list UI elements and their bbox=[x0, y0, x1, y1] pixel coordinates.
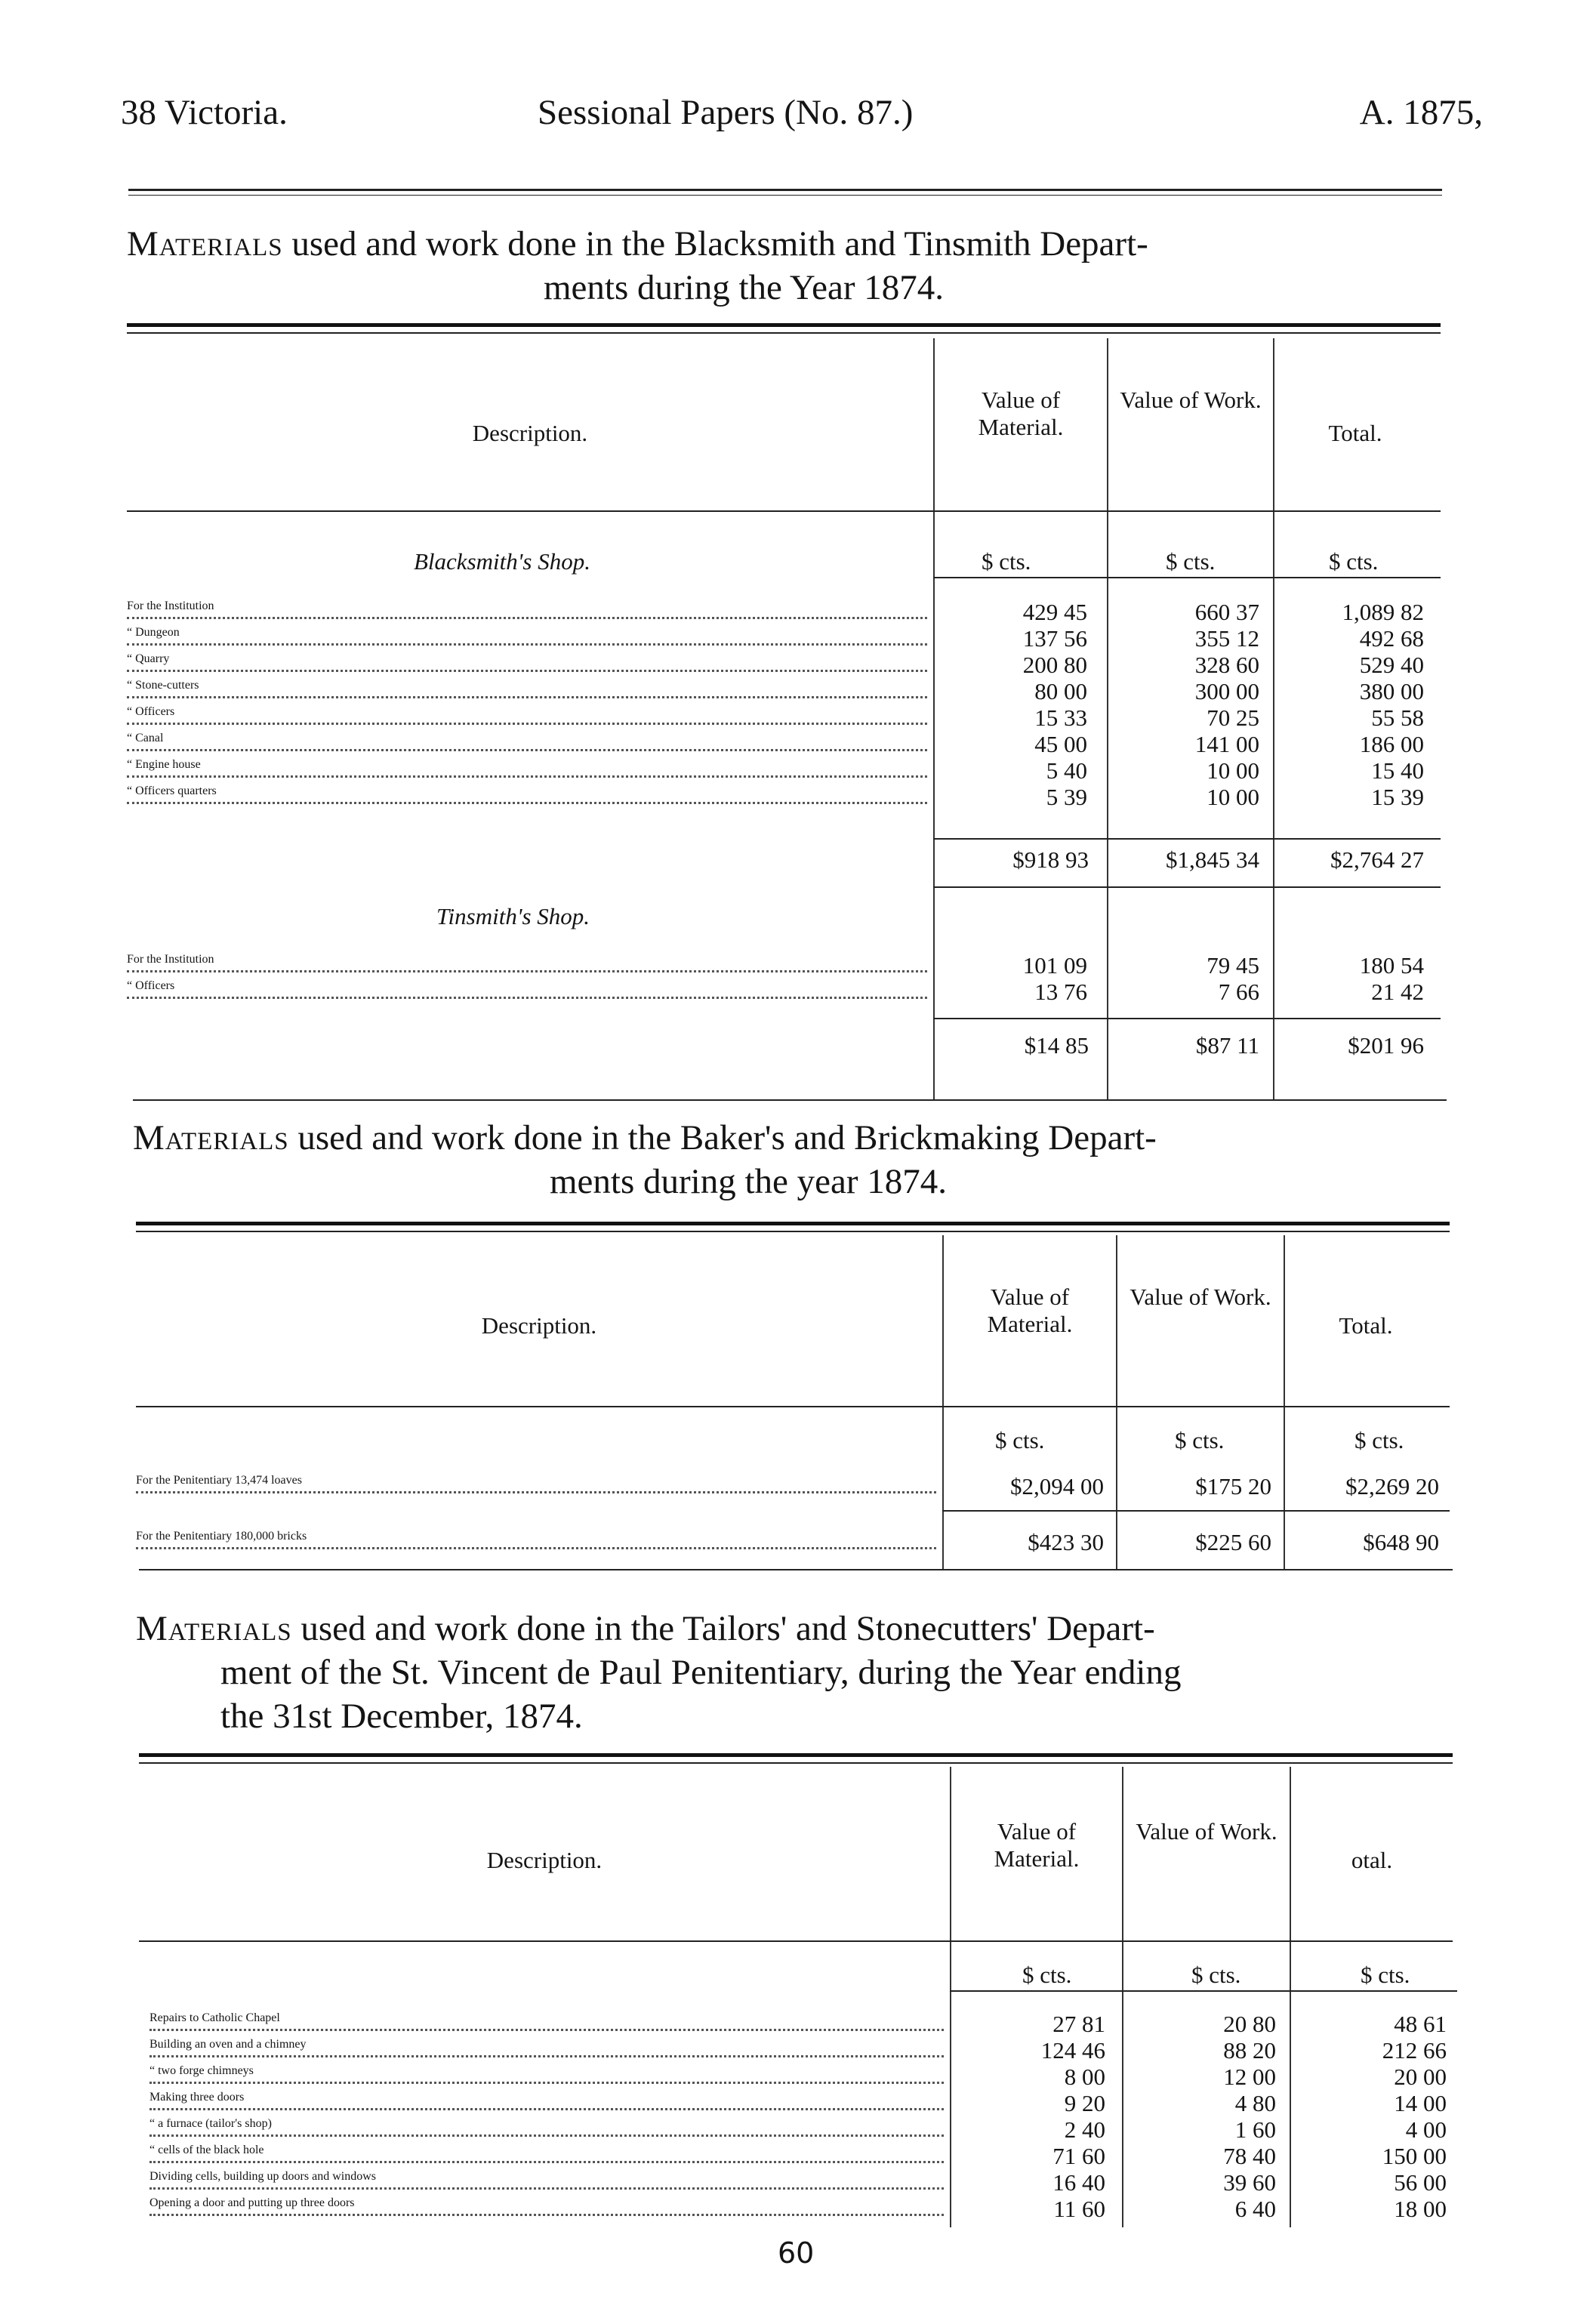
section2-top-rule-thin bbox=[136, 1231, 1450, 1232]
row-total-value: 21 42 bbox=[1371, 979, 1424, 1005]
table-row-description bbox=[127, 626, 927, 652]
table-row-description bbox=[127, 953, 927, 979]
leader-dots bbox=[127, 643, 927, 646]
section1-header-description: Description. bbox=[472, 420, 588, 446]
table-row-description bbox=[149, 2038, 944, 2064]
section1-header-total: Total. bbox=[1328, 420, 1382, 446]
section3-header-description: Description. bbox=[486, 1847, 603, 1873]
row-material-value: 8 00 bbox=[1064, 2064, 1105, 2090]
leader-dots bbox=[149, 2108, 944, 2110]
section2-header-work: Value of Work. bbox=[1130, 1284, 1271, 1310]
row-material-value: 200 80 bbox=[1022, 652, 1087, 678]
row-work-value: 328 60 bbox=[1194, 652, 1259, 678]
section2-col-divider bbox=[1284, 1235, 1285, 1569]
tinsmith-total-work: $87 11 bbox=[1195, 1032, 1259, 1059]
row-total-value: 18 00 bbox=[1394, 2196, 1447, 2222]
row-work-value: $225 60 bbox=[1195, 1529, 1271, 1555]
table-row-description bbox=[127, 784, 927, 810]
row-material-value: 137 56 bbox=[1022, 625, 1087, 652]
leader-dots bbox=[149, 2134, 944, 2137]
row-work-value: 4 80 bbox=[1234, 2090, 1276, 2116]
section1-header-material: Value of Material. bbox=[978, 387, 1064, 440]
table-row-description bbox=[149, 2196, 944, 2222]
row-label: “ a furnace (tailor's shop) bbox=[149, 2117, 276, 2130]
tinsmith-total-material: $14 85 bbox=[1024, 1032, 1089, 1059]
section1-header-rule bbox=[127, 510, 1441, 512]
row-label: “ Officers bbox=[127, 705, 179, 718]
section1-caption-lead: Materials bbox=[127, 224, 283, 264]
leader-dots bbox=[149, 2029, 944, 2031]
section1-caption-line2: ments during the Year 1874. bbox=[544, 268, 945, 307]
units-material: $ cts. bbox=[1022, 1962, 1072, 1988]
row-total-value: 56 00 bbox=[1394, 2169, 1447, 2196]
section3-caption-line2: ment of the St. Vincent de Paul Penitentiary, during the Year ending bbox=[220, 1653, 1182, 1692]
row-total-value: 180 54 bbox=[1359, 952, 1424, 979]
table-row-description bbox=[127, 705, 927, 731]
blacksmith-total-total: $2,764 27 bbox=[1330, 846, 1424, 873]
section2-header-total: Total. bbox=[1339, 1312, 1393, 1339]
row-total-value: 492 68 bbox=[1359, 625, 1424, 652]
units-work: $ cts. bbox=[1191, 1962, 1241, 1988]
section1-top-rule bbox=[127, 323, 1441, 327]
units-total: $ cts. bbox=[1329, 548, 1379, 575]
table-row-description bbox=[149, 2117, 944, 2143]
tinsmith-subtotal-rule bbox=[933, 1018, 1441, 1019]
row-work-value: 39 60 bbox=[1223, 2169, 1276, 2196]
row-total-value: 20 00 bbox=[1394, 2064, 1447, 2090]
row-material-value: 5 39 bbox=[1046, 784, 1087, 810]
row-total-value: 150 00 bbox=[1382, 2143, 1447, 2169]
row-material-value: $423 30 bbox=[1028, 1529, 1104, 1555]
leader-dots bbox=[127, 970, 927, 972]
tinsmith-total-total: $201 96 bbox=[1348, 1032, 1424, 1059]
row-work-value: 7 66 bbox=[1218, 979, 1259, 1005]
leader-dots bbox=[136, 1491, 936, 1493]
row-label: Building an oven and a chimney bbox=[149, 2038, 311, 2051]
row-label: “ Officers quarters bbox=[127, 784, 221, 797]
table-row-description bbox=[149, 2170, 944, 2196]
row-material-value: 13 76 bbox=[1034, 979, 1087, 1005]
section3-top-rule bbox=[139, 1753, 1453, 1757]
section3-header-total: otal. bbox=[1351, 1847, 1393, 1873]
row-label: For the Institution bbox=[127, 599, 219, 612]
header-session: 38 Victoria. bbox=[121, 93, 288, 132]
units-work: $ cts. bbox=[1166, 548, 1216, 575]
row-work-value: 660 37 bbox=[1194, 599, 1259, 625]
row-total-value: 529 40 bbox=[1359, 652, 1424, 678]
row-material-value: 27 81 bbox=[1052, 2011, 1105, 2037]
leader-dots bbox=[149, 2082, 944, 2084]
section1-bottom-rule bbox=[133, 1099, 1447, 1101]
row-material-value: 124 46 bbox=[1040, 2037, 1105, 2064]
row-total-value: 55 58 bbox=[1371, 704, 1424, 731]
row-total-value: $2,269 20 bbox=[1345, 1473, 1439, 1500]
blacksmith-subtotal-rule bbox=[933, 838, 1441, 840]
leader-dots bbox=[127, 670, 927, 672]
table-row-description bbox=[127, 758, 927, 784]
row-label: “ Stone-cutters bbox=[127, 679, 204, 692]
table-row-description bbox=[127, 732, 927, 757]
row-label: “ Engine house bbox=[127, 758, 205, 771]
section3-caption-line3: the 31st December, 1874. bbox=[220, 1697, 583, 1736]
row-work-value: 12 00 bbox=[1223, 2064, 1276, 2090]
row-work-value: 10 00 bbox=[1207, 757, 1259, 784]
section1-caption-line1: used and work done in the Blacksmith and Tinsmith Depart- bbox=[282, 224, 1148, 264]
row-work-value: 355 12 bbox=[1194, 625, 1259, 652]
blacksmith-total-rule bbox=[933, 886, 1441, 888]
header-year: A. 1875, bbox=[1359, 93, 1483, 132]
row-work-value: 10 00 bbox=[1207, 784, 1259, 810]
row-label: For the Penitentiary 180,000 bricks bbox=[136, 1530, 311, 1543]
row-material-value: 45 00 bbox=[1034, 731, 1087, 757]
table-row-description bbox=[149, 2064, 944, 2090]
table-row-description bbox=[149, 2011, 944, 2037]
section3-header-material: Value of Material. bbox=[994, 1818, 1080, 1872]
leader-dots bbox=[127, 802, 927, 804]
units-work: $ cts. bbox=[1175, 1427, 1225, 1453]
row-label: “ cells of the black hole bbox=[149, 2144, 269, 2156]
section2-caption-line2: ments during the year 1874. bbox=[550, 1162, 948, 1201]
header-rule bbox=[128, 189, 1442, 191]
section3-col-divider bbox=[1122, 1767, 1123, 2227]
row-label: Dividing cells, building up doors and windows bbox=[149, 2170, 381, 2183]
row-material-value: 5 40 bbox=[1046, 757, 1087, 784]
leader-dots bbox=[149, 2187, 944, 2190]
section2-header-rule bbox=[136, 1406, 1450, 1407]
row-work-value: 70 25 bbox=[1207, 704, 1259, 731]
row-label: Opening a door and putting up three doors bbox=[149, 2196, 359, 2209]
table-row-description bbox=[149, 2144, 944, 2169]
row-material-value: $2,094 00 bbox=[1010, 1473, 1104, 1500]
row-work-value: $175 20 bbox=[1195, 1473, 1271, 1500]
header-title: Sessional Papers (No. 87.) bbox=[538, 93, 914, 132]
row-total-value: $648 90 bbox=[1363, 1529, 1439, 1555]
row-label: “ Dungeon bbox=[127, 626, 184, 639]
row-label: Making three doors bbox=[149, 2091, 248, 2104]
row-work-value: 79 45 bbox=[1207, 952, 1259, 979]
row-material-value: 2 40 bbox=[1064, 2116, 1105, 2143]
units-total: $ cts. bbox=[1354, 1427, 1404, 1453]
row-material-value: 9 20 bbox=[1064, 2090, 1105, 2116]
units-material: $ cts. bbox=[982, 548, 1031, 575]
section2-col-divider bbox=[942, 1235, 944, 1569]
row-material-value: 80 00 bbox=[1034, 678, 1087, 704]
section2-col-divider bbox=[1116, 1235, 1117, 1569]
section2-row-rule bbox=[942, 1510, 1450, 1512]
table-row-description bbox=[127, 679, 927, 704]
section2-caption-line1: used and work done in the Baker's and Brickmaking Depart- bbox=[288, 1118, 1157, 1157]
leader-dots bbox=[127, 997, 927, 999]
row-total-value: 186 00 bbox=[1359, 731, 1424, 757]
row-label: For the Institution bbox=[127, 953, 219, 966]
table-row-description bbox=[127, 652, 927, 678]
blacksmith-total-work: $1,845 34 bbox=[1166, 846, 1259, 873]
row-total-value: 380 00 bbox=[1359, 678, 1424, 704]
row-material-value: 11 60 bbox=[1053, 2196, 1105, 2222]
section3-header-rule bbox=[139, 1940, 1453, 1942]
section3-units-rule bbox=[950, 1990, 1457, 1992]
row-material-value: 71 60 bbox=[1052, 2143, 1105, 2169]
section1-col-divider bbox=[1273, 338, 1274, 1101]
section3-col-divider bbox=[1290, 1767, 1291, 2227]
row-total-value: 15 39 bbox=[1371, 784, 1424, 810]
row-work-value: 88 20 bbox=[1223, 2037, 1276, 2064]
row-label: “ Quarry bbox=[127, 652, 174, 665]
blacksmith-total-material: $918 93 bbox=[1012, 846, 1089, 873]
units-total: $ cts. bbox=[1361, 1962, 1410, 1988]
header-rule-thin bbox=[128, 195, 1442, 196]
section3-top-rule-thin bbox=[139, 1762, 1453, 1764]
row-material-value: 429 45 bbox=[1022, 599, 1087, 625]
section3-caption-lead: Materials bbox=[136, 1609, 292, 1648]
leader-dots bbox=[149, 2055, 944, 2057]
row-total-value: 48 61 bbox=[1394, 2011, 1447, 2037]
row-total-value: 4 00 bbox=[1405, 2116, 1447, 2143]
section1-col-divider bbox=[1107, 338, 1108, 1101]
row-label: “ Canal bbox=[127, 732, 168, 744]
section2-header-material: Value of Material. bbox=[987, 1284, 1073, 1337]
blacksmith-shop-heading: Blacksmith's Shop. bbox=[414, 548, 590, 575]
units-material: $ cts. bbox=[995, 1427, 1045, 1453]
row-work-value: 1 60 bbox=[1234, 2116, 1276, 2143]
leader-dots bbox=[127, 617, 927, 619]
section2-caption-lead: Materials bbox=[133, 1118, 289, 1157]
row-label: Repairs to Catholic Chapel bbox=[149, 2011, 285, 2024]
section1-units-rule bbox=[933, 577, 1441, 578]
row-material-value: 101 09 bbox=[1022, 952, 1087, 979]
running-header bbox=[121, 92, 1483, 145]
tinsmith-shop-heading: Tinsmith's Shop. bbox=[436, 903, 590, 929]
row-material-value: 16 40 bbox=[1052, 2169, 1105, 2196]
leader-dots bbox=[149, 2214, 944, 2216]
row-work-value: 6 40 bbox=[1234, 2196, 1276, 2222]
table-row-description bbox=[136, 1474, 936, 1500]
section1-top-rule-thin bbox=[127, 332, 1441, 334]
section1-caption bbox=[127, 222, 1456, 310]
table-row-description bbox=[136, 1530, 936, 1555]
leader-dots bbox=[136, 1547, 936, 1549]
row-work-value: 78 40 bbox=[1223, 2143, 1276, 2169]
row-label: “ two forge chimneys bbox=[149, 2064, 258, 2077]
section3-header-work: Value of Work. bbox=[1136, 1818, 1277, 1845]
section2-header-description: Description. bbox=[481, 1312, 597, 1339]
row-total-value: 1,089 82 bbox=[1342, 599, 1424, 625]
row-total-value: 15 40 bbox=[1371, 757, 1424, 784]
section3-caption-line1: used and work done in the Tailors' and Stonecutters' Depart- bbox=[291, 1609, 1155, 1648]
row-work-value: 20 80 bbox=[1223, 2011, 1276, 2037]
row-label: For the Penitentiary 13,474 loaves bbox=[136, 1474, 307, 1487]
table-row-description bbox=[127, 979, 927, 1005]
section1-col-divider bbox=[933, 338, 935, 1101]
row-work-value: 300 00 bbox=[1194, 678, 1259, 704]
row-total-value: 14 00 bbox=[1394, 2090, 1447, 2116]
section3-caption bbox=[136, 1607, 1480, 1738]
row-work-value: 141 00 bbox=[1194, 731, 1259, 757]
leader-dots bbox=[149, 2161, 944, 2163]
leader-dots bbox=[127, 749, 927, 751]
section1-header-work: Value of Work. bbox=[1120, 387, 1262, 413]
row-label: “ Officers bbox=[127, 979, 179, 992]
leader-dots bbox=[127, 775, 927, 778]
section2-bottom-rule bbox=[139, 1569, 1453, 1570]
section2-caption bbox=[133, 1116, 1462, 1204]
page-number: 60 bbox=[778, 2236, 815, 2270]
section2-top-rule bbox=[136, 1222, 1450, 1225]
table-row-description bbox=[127, 599, 927, 625]
leader-dots bbox=[127, 696, 927, 698]
table-row-description bbox=[149, 2091, 944, 2116]
leader-dots bbox=[127, 723, 927, 725]
row-material-value: 15 33 bbox=[1034, 704, 1087, 731]
row-total-value: 212 66 bbox=[1382, 2037, 1447, 2064]
section3-col-divider bbox=[950, 1767, 951, 2227]
